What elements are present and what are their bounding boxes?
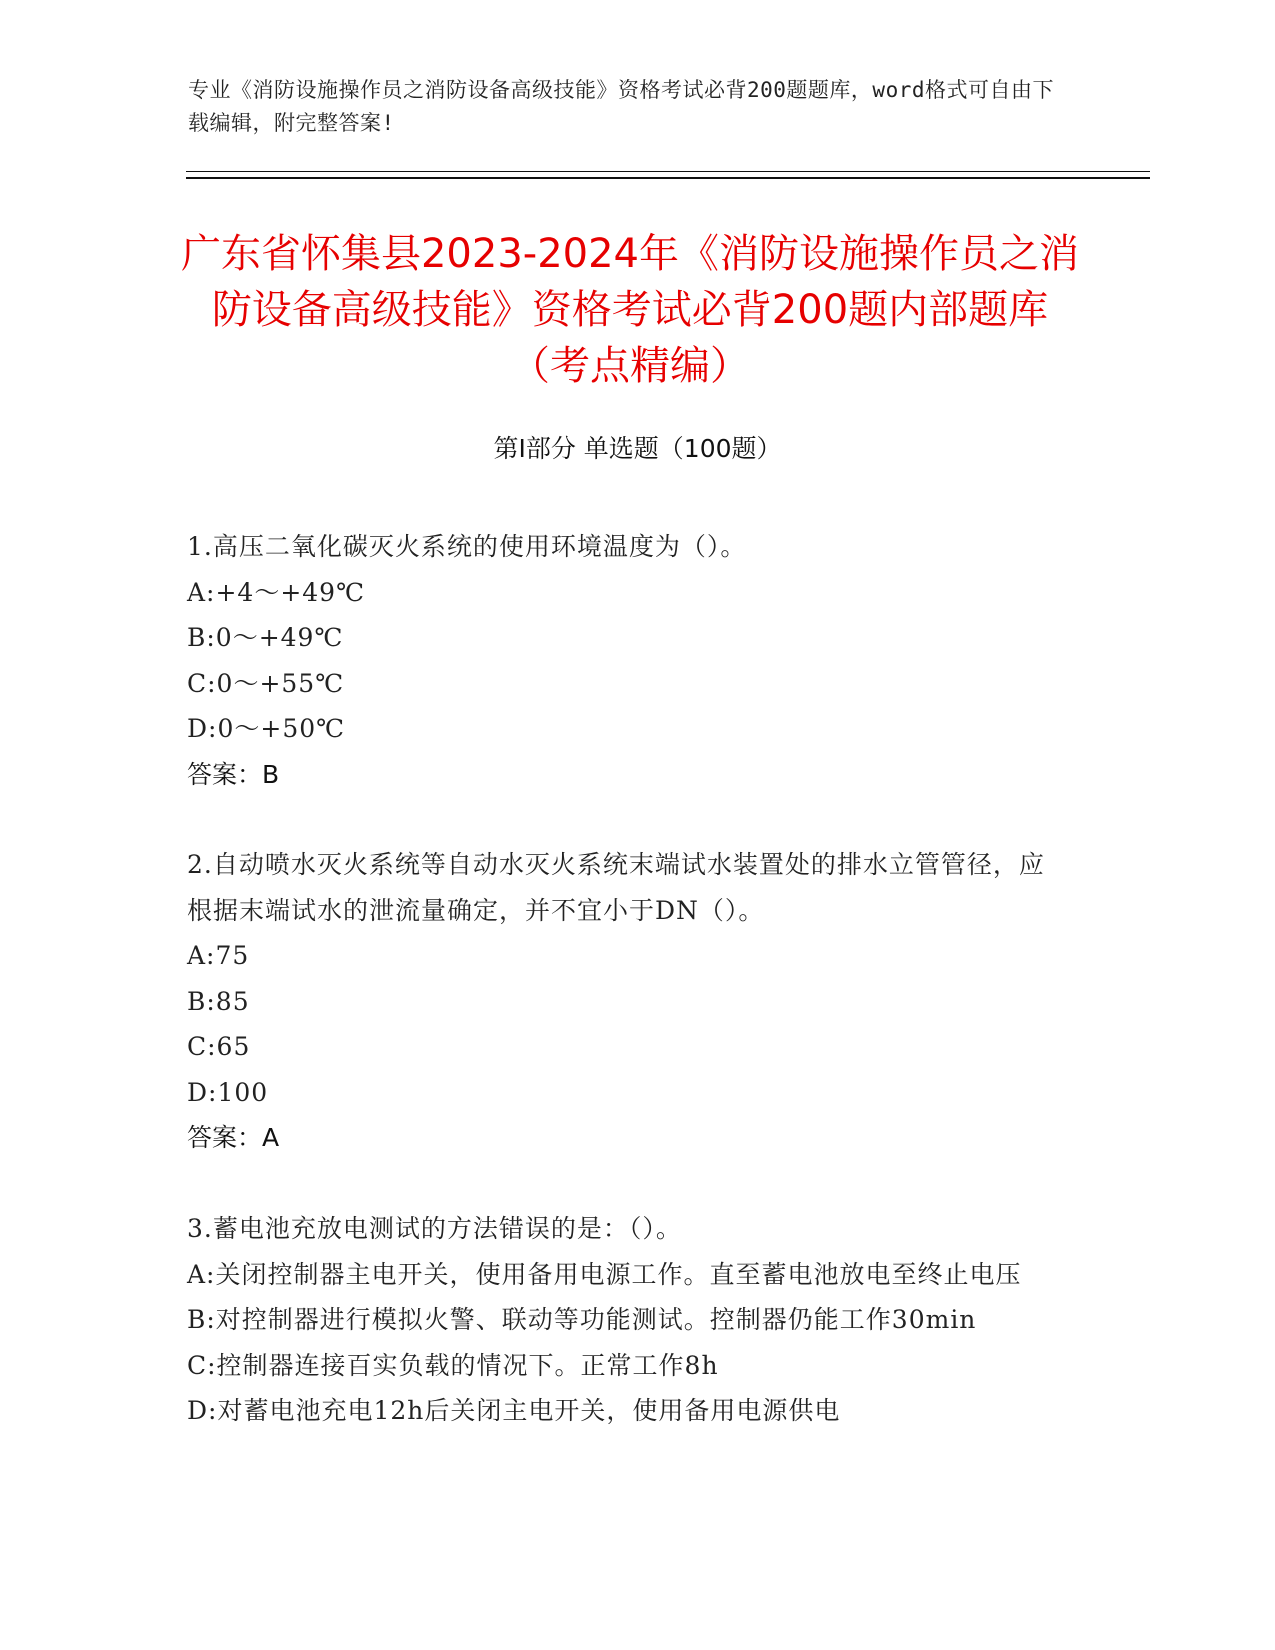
question-stem: 2.自动喷水灭火系统等自动水灭火系统末端试水装置处的排水立管管径，应根据末端试水的泄流量确定，并不宜小于DN（）。 bbox=[187, 850, 1045, 925]
option-d: D:100 bbox=[187, 1077, 269, 1107]
section-title: 第I部分 单选题（100题） bbox=[493, 434, 782, 463]
header-note: 专业《消防设施操作员之消防设备高级技能》资格考试必背200题题库，word格式可自由下载编辑，附完整答案! bbox=[188, 78, 1054, 135]
header-divider-thin bbox=[186, 171, 1150, 172]
question-stem: 3.蓄电池充放电测试的方法错误的是：（）。 bbox=[187, 1214, 682, 1243]
option-c: C:65 bbox=[187, 1032, 251, 1061]
option-c: C:0～+55℃ bbox=[187, 668, 345, 698]
answer: 答案：B bbox=[187, 759, 280, 789]
header-divider-thick bbox=[186, 177, 1150, 179]
option-b: B:0～+49℃ bbox=[187, 623, 344, 652]
option-c: C:控制器连接百实负载的情况下。正常工作8h bbox=[187, 1350, 719, 1380]
option-a: A:+4～+49℃ bbox=[187, 577, 366, 607]
option-b: B:对控制器进行模拟火警、联动等功能测试。控制器仍能工作30min bbox=[187, 1305, 977, 1334]
question-stem: 1.高压二氧化碳灭火系统的使用环境温度为（）。 bbox=[187, 532, 747, 561]
option-b: B:85 bbox=[187, 986, 250, 1016]
option-a: A:75 bbox=[187, 941, 250, 970]
question-1 bbox=[187, 524, 1067, 797]
option-a: A:关闭控制器主电开关，使用备用电源工作。直至蓄电池放电至终止电压 bbox=[187, 1259, 1022, 1289]
question-3 bbox=[187, 1206, 1067, 1434]
answer: 答案：A bbox=[187, 1123, 280, 1152]
option-d: D:对蓄电池充电12h后关闭主电开关，使用备用电源供电 bbox=[187, 1396, 841, 1425]
question-2 bbox=[187, 842, 1067, 1161]
document-title: 广东省怀集县2023-2024年《消防设施操作员之消防设备高级技能》资格考试必背200题内部题库（考点精编） bbox=[180, 231, 1080, 389]
option-d: D:0～+50℃ bbox=[187, 714, 346, 743]
